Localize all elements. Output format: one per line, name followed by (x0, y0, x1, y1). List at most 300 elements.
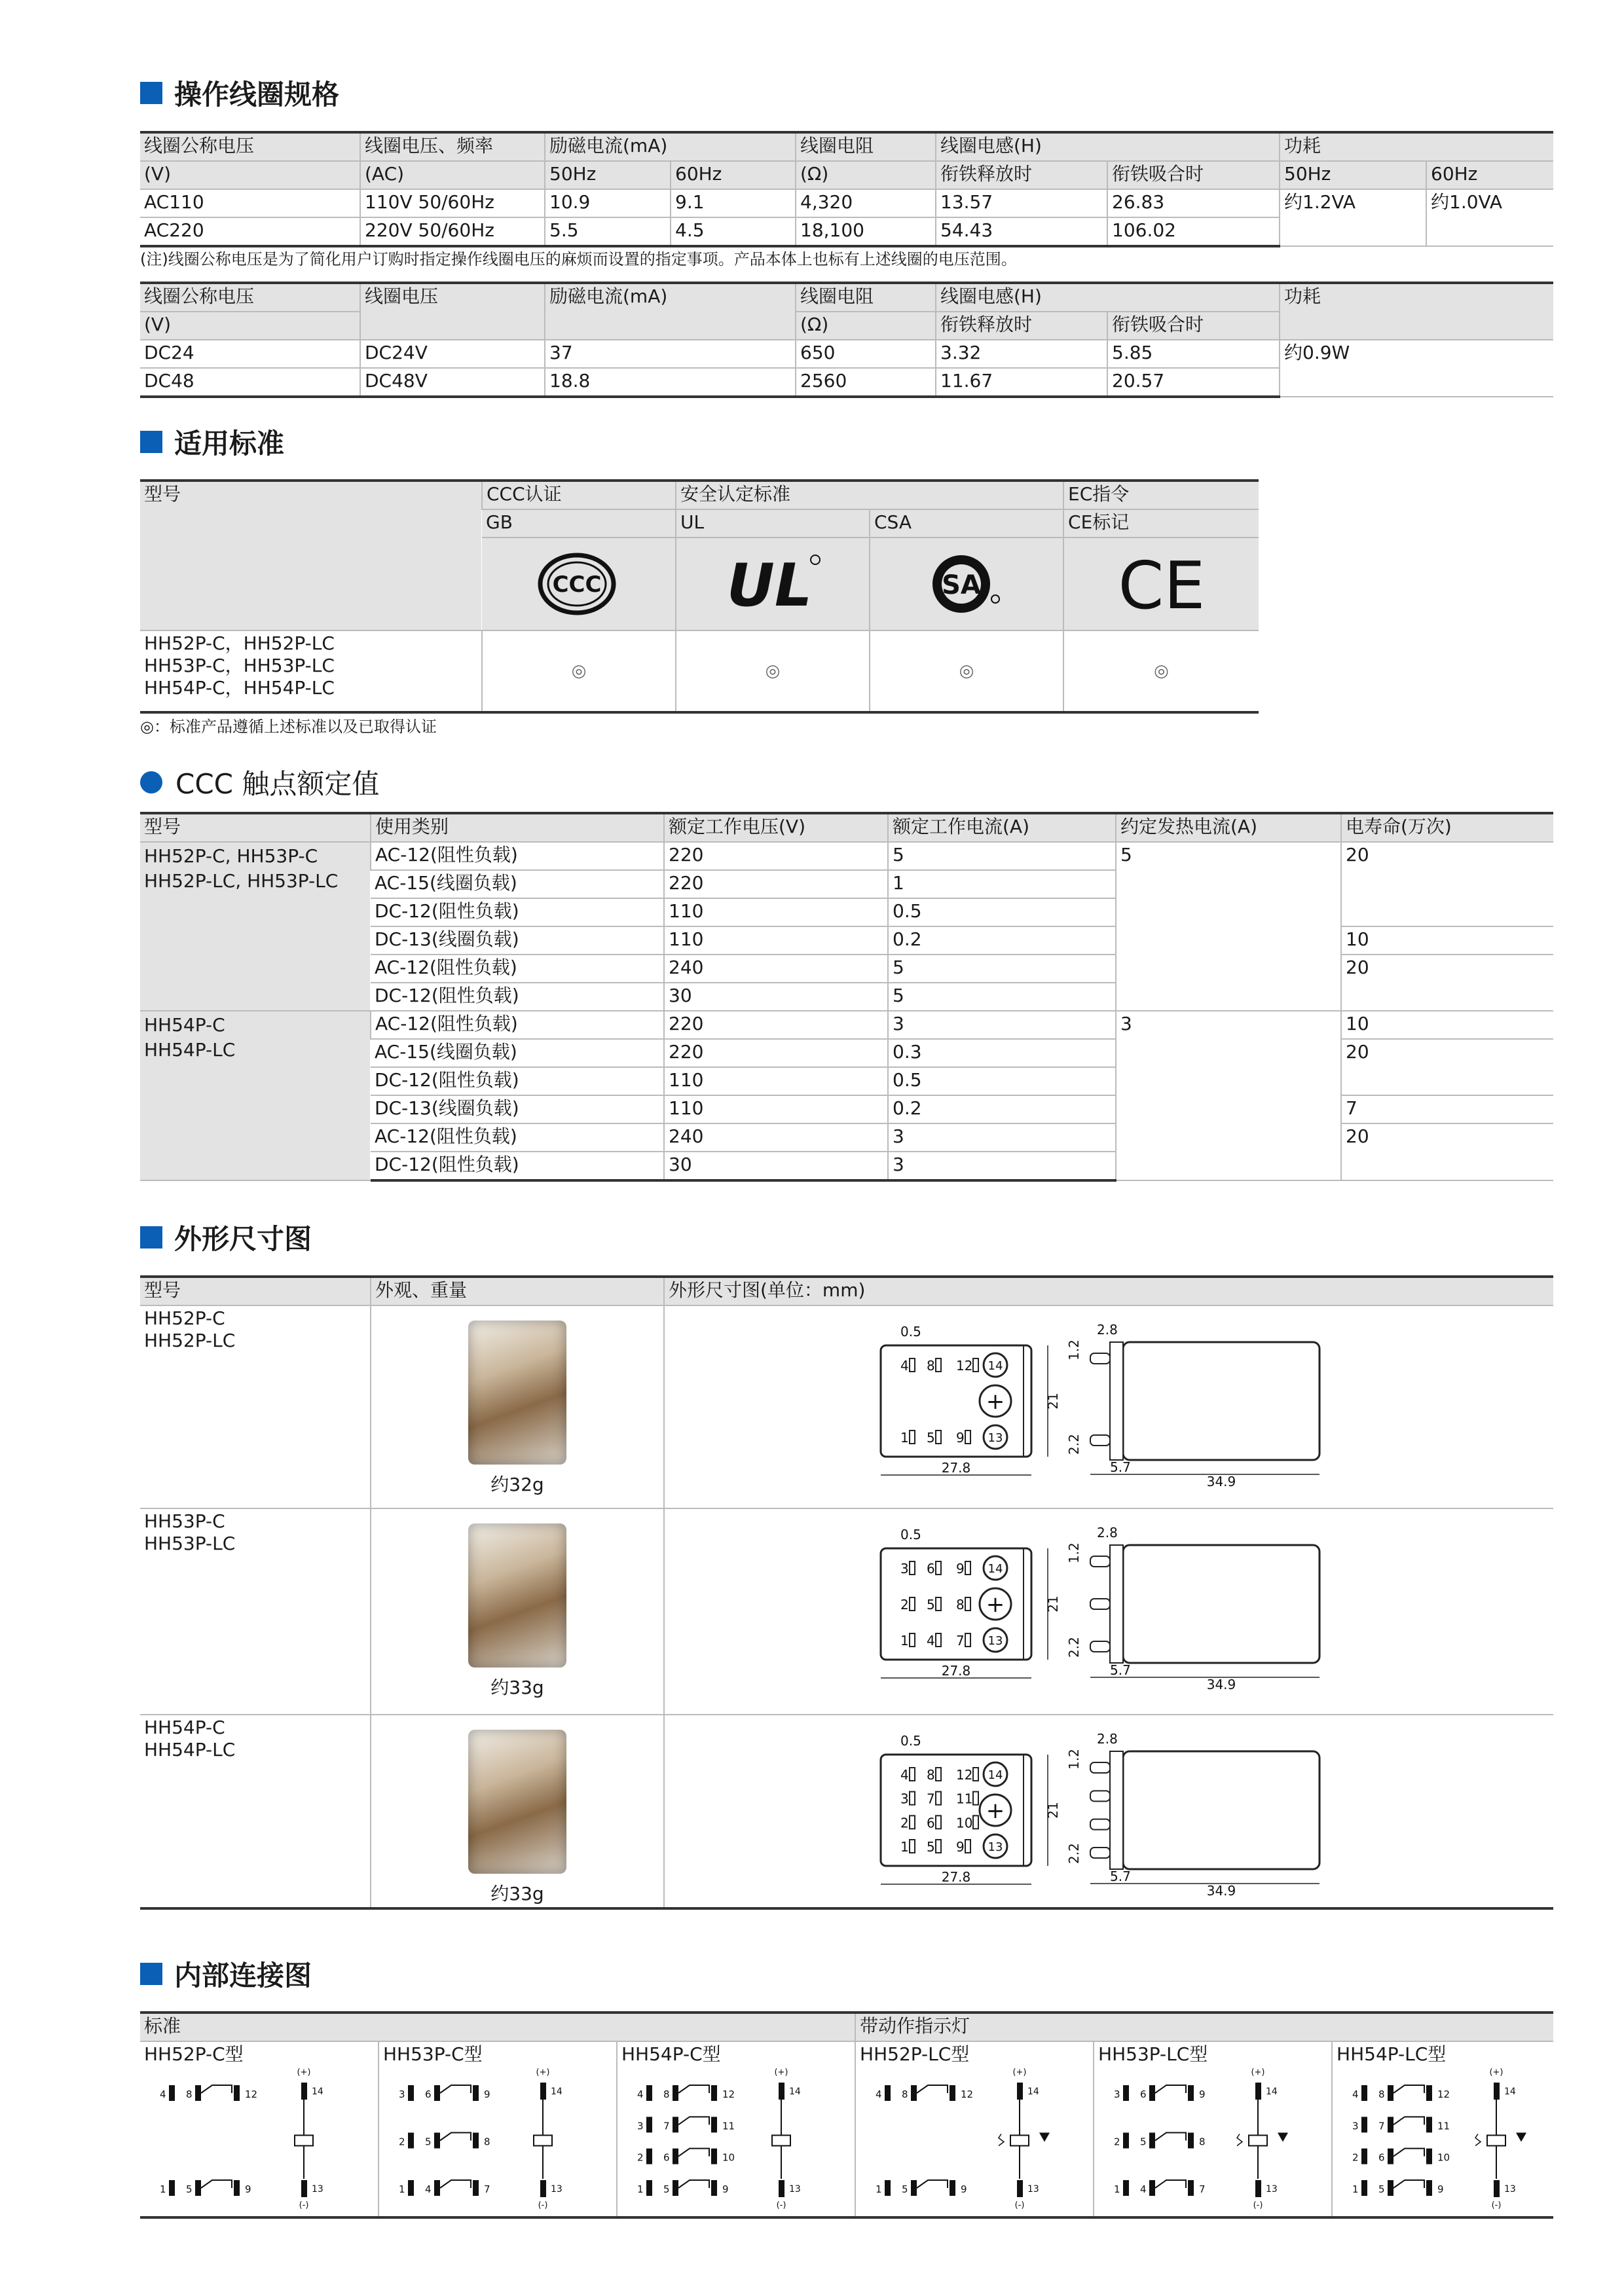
contact-line (1393, 2149, 1424, 2157)
terminal-block (911, 2085, 917, 2101)
dim-width: 27.8 (941, 1869, 971, 1885)
table-row: DC-12(阻性负载) 110 0.5 (140, 1067, 1553, 1095)
terminal-block (646, 2180, 652, 2196)
led-icon (1039, 2133, 1050, 2142)
terminal-block (673, 2149, 678, 2164)
dim-side-a: 2.8 (1097, 1525, 1118, 1540)
screw-cross: + (986, 1798, 1005, 1824)
terminal-label: 13 (1027, 2184, 1039, 2195)
dim-pitch: 0.5 (900, 1324, 921, 1339)
pin-label: 3 (900, 1791, 909, 1807)
pin-label: 4 (900, 1767, 909, 1783)
table-row: DC-12(阻性负载) 30 3 (140, 1152, 1553, 1180)
contact-line (1155, 2133, 1186, 2141)
terminal-label: 8 (1378, 2088, 1385, 2100)
pin-label: 6 (927, 1561, 935, 1576)
terminal-block (1123, 2133, 1129, 2149)
pin-label: 12 (956, 1358, 973, 1374)
terminal-label: 9 (245, 2183, 251, 2195)
plus-label: (+) (1012, 2068, 1027, 2077)
terminal-block (711, 2085, 717, 2101)
screw-cross: + (986, 1592, 1005, 1618)
terminal-block (1123, 2085, 1129, 2101)
terminal-block (408, 2085, 414, 2101)
terminal-label: 12 (245, 2088, 258, 2100)
table-row: HH52P-C, HH53P-C HH52P-LC, HH53P-LC AC-12(阻性负载) 220 5 5 20 (140, 842, 1553, 870)
coil-terminal-label: 14 (987, 1768, 1003, 1782)
cert-mark: ◎ (959, 661, 974, 681)
side-pin (1090, 1556, 1110, 1567)
table-row: HH52P-C，HH52P-LC HH53P-C，HH53P-LC HH54P-C，HH54P-LC ◎ ◎ ◎ ◎ (140, 630, 1259, 712)
pin-label: 10 (956, 1815, 973, 1831)
dim-depth-b: 34.9 (1206, 1677, 1236, 1692)
section-marker-icon (140, 431, 162, 453)
contact-line (917, 2085, 948, 2093)
terminal-block (434, 2085, 440, 2101)
terminal-label: 13 (312, 2184, 323, 2195)
coil-terminal-label: 13 (987, 1840, 1003, 1854)
terminal-block (1388, 2085, 1393, 2101)
terminal-label: 9 (1199, 2088, 1206, 2100)
table-row: AC-12(阻性负载) 240 5 20 (140, 955, 1553, 983)
pin-label: 6 (927, 1815, 935, 1831)
terminal-label: 3 (1352, 2120, 1359, 2132)
table-row: DC24 DC24V 37 650 3.32 5.85 约0.9W (140, 340, 1553, 368)
ccc-logo (482, 538, 675, 630)
terminal-label: 3 (1114, 2088, 1120, 2100)
terminal-block (1123, 2180, 1129, 2196)
cert-mark: ◎ (1154, 661, 1169, 681)
table-row: DC48 DC48V 18.8 2560 11.67 20.57 (140, 368, 1553, 397)
wiring-table: 标准 带动作指示灯 HH52P-C型 4 8 12 1 5 9 (+) 14 13 (-) HH53P-C型 3 6 9 2 5 8 1 4 7 (+) 14 13 (-) HH54P-C型 4 8 12 3 7 11 2 6 10 1 5 9 (+) 14 13 (-) HH52P-LC型 4 8 12 1 5 9 (+) 14 13 (-) HH53P-LC型 3 6 9 2 5 8 1 4 7 (+) 14 13 (-) HH54P-LC型 4 8 12 3 7 11 2 6 10 1 5 9 (+) 14 13 (-) (140, 2011, 1553, 2219)
terminal-block (1426, 2180, 1432, 2196)
terminal-block (169, 2085, 175, 2101)
coil-icon (772, 2136, 790, 2146)
resistor-icon (999, 2134, 1004, 2146)
table-row: HH53P-C HH53P-LC 约33g 3 6 9 14 2 5 8 1 4 7 13 + 0.5 27.8 21 2.8 1.2 2.2 5.7 34.9 (140, 1508, 1553, 1715)
dim-height: 21 (1045, 1595, 1061, 1613)
relay-side-outline (1123, 1751, 1320, 1869)
coil-terminal-label: 13 (987, 1431, 1003, 1445)
pin-label: 7 (927, 1791, 935, 1807)
minus-label: (-) (1491, 2200, 1502, 2210)
pin-label: 3 (900, 1561, 909, 1576)
side-pin (1090, 1848, 1110, 1858)
terminal-block (234, 2085, 240, 2101)
terminal-block (885, 2180, 891, 2196)
relay-photo (468, 1730, 566, 1874)
dim-depth-b: 34.9 (1206, 1474, 1236, 1489)
contact-line (201, 2180, 232, 2188)
pin-label: 5 (927, 1597, 935, 1613)
terminal-label: 9 (722, 2183, 729, 2195)
table-row: HH54P-C HH54P-LC 约33g 4 8 12 14 3 7 11 2 6 10 1 5 9 13 + 0.5 27.8 21 2.8 1.2 2.2 5.7 34.9 (140, 1715, 1553, 1908)
pin-label: 8 (956, 1597, 965, 1613)
terminal-label: 14 (312, 2086, 323, 2097)
terminal-block (711, 2117, 717, 2132)
table-row: HH54P-C HH54P-LC AC-12(阻性负载) 220 3 3 10 (140, 1011, 1553, 1039)
terminal-block (434, 2133, 440, 2149)
plus-label: (+) (536, 2068, 550, 2077)
terminal-label: 5 (663, 2183, 670, 2195)
coil-terminal-block (1255, 2083, 1261, 2100)
terminal-label: 5 (425, 2136, 432, 2148)
contact-line (678, 2117, 709, 2124)
pin-label: 1 (900, 1633, 909, 1649)
wiring-diagram (618, 2067, 853, 2211)
terminal-label: 3 (637, 2120, 644, 2132)
terminal-label: 3 (399, 2088, 405, 2100)
coil-terminal-block (1494, 2083, 1500, 2100)
section-title-standards: 适用标准 (140, 422, 284, 462)
dim-width: 27.8 (941, 1663, 971, 1679)
terminal-label: 9 (961, 2183, 967, 2195)
coil-icon (1010, 2136, 1029, 2146)
dim-pitch: 0.5 (900, 1527, 921, 1542)
terminal-block (1361, 2180, 1367, 2196)
dimension-drawing (665, 1509, 1553, 1709)
section-marker-icon (140, 1226, 162, 1248)
section-title-coil-spec: 操作线圈规格 (140, 73, 339, 113)
coil-terminal-block (540, 2180, 546, 2197)
relay-photo (468, 1523, 566, 1667)
terminal-label: 6 (1140, 2088, 1147, 2100)
svg-text:CE: CE (1118, 548, 1206, 620)
dim-side-a: 2.8 (1097, 1731, 1118, 1747)
coil-note: (注)线圈公称电压是为了简化用户订购时指定操作线圈电压的麻烦而设置的指定事项。产品本体上也标有上述线圈的电压范围。 (140, 250, 1017, 268)
terminal-label: 4 (160, 2088, 166, 2100)
terminal-block (1361, 2149, 1367, 2164)
dim-side-c: 2.2 (1066, 1637, 1082, 1658)
dim-depth-a: 5.7 (1110, 1459, 1131, 1475)
terminal-label: 7 (663, 2120, 670, 2132)
svg-text:UL: UL (726, 551, 813, 620)
coil-icon (534, 2136, 552, 2146)
section-marker-icon (140, 82, 162, 104)
terminal-label: 13 (1266, 2184, 1278, 2195)
dim-height: 21 (1045, 1393, 1061, 1410)
terminal-block (473, 2133, 479, 2149)
terminal-block (885, 2085, 891, 2101)
ccc-ratings-table: 型号 使用类别 额定工作电压(V) 额定工作电流(A) 约定发热电流(A) 电寿命(万次) HH52P-C, HH53P-C HH52P-LC, HH53P-LC AC-12(阻性负载) 220 5 5 20 AC-15(线圈负载) 220 1 DC-12(阻性负载) 110 0.5 DC-13(线圈负载) 110 0.2 10 AC-12(阻性负载) 240 5 20 DC-12(阻性负载) 30 5 HH54P-C HH54P-LC AC-12(阻性负载) 220 3 3 10 AC-15(线圈负载) 220 0.3 20 DC-12(阻性负载) 110 0.5 DC-13(线圈负载) 110 0.2 7 AC-12(阻性负载) 240 3 20 DC-12(阻性负载) 30 3 (140, 812, 1553, 1182)
terminal-label: 11 (722, 2120, 735, 2132)
dim-depth-a: 5.7 (1110, 1868, 1131, 1884)
table-row: HH52P-C型 4 8 12 1 5 9 (+) 14 13 (-) HH53P-C型 3 6 9 2 5 8 1 4 7 (+) 14 13 (-) HH54P-C型 4 8 12 3 7 11 2 6 10 1 5 9 (+) 14 13 (-) HH52P-LC型 4 8 12 1 5 9 (+) 14 13 (-) HH53P-LC型 3 6 9 2 5 8 1 4 7 (+) 14 13 (-) HH54P-LC型 4 8 12 3 7 11 2 6 10 1 5 9 (+) 14 13 (-) (140, 2041, 1553, 2217)
terminal-label: 2 (637, 2151, 644, 2164)
terminal-label: 10 (722, 2151, 735, 2164)
terminal-label: 6 (425, 2088, 432, 2100)
pin-label: 9 (956, 1561, 965, 1576)
terminal-block (234, 2180, 240, 2196)
terminal-block (646, 2149, 652, 2164)
pin-label: 5 (927, 1839, 935, 1855)
terminal-label: 14 (1027, 2086, 1039, 2097)
terminal-block (195, 2085, 201, 2101)
terminal-label: 2 (1352, 2151, 1359, 2164)
terminal-block (950, 2085, 955, 2101)
terminal-label: 2 (399, 2136, 405, 2148)
cert-mark: ◎ (765, 661, 781, 681)
terminal-block (711, 2180, 717, 2196)
contact-line (440, 2180, 471, 2188)
dc-coil-table: 线圈公称电压 线圈电压 励磁电流(mA) 线圈电阻 线圈电感(H) 功耗 (V) (Ω) 衔铁释放时 衔铁吸合时 DC24 DC24V 37 650 3.32 5.85 约0.9W DC48 DC48V 18.8 2560 11.67 20.57 (140, 282, 1553, 398)
terminal-label: 5 (1378, 2183, 1385, 2195)
coil-terminal-block (540, 2083, 546, 2100)
terminal-label: 1 (399, 2183, 405, 2195)
coil-terminal-block (1494, 2180, 1500, 2197)
resistor-icon (1475, 2134, 1481, 2146)
side-pin (1090, 1353, 1110, 1364)
contact-line (1393, 2180, 1424, 2188)
terminal-label: 4 (1140, 2183, 1147, 2195)
terminal-label: 13 (551, 2184, 563, 2195)
contact-line (1155, 2085, 1186, 2093)
pin-label: 1 (900, 1430, 909, 1446)
coil-terminal-block (1017, 2180, 1023, 2197)
coil-terminal-block (1017, 2083, 1023, 2100)
ce-logo (1064, 538, 1259, 630)
pin-label: 4 (900, 1358, 909, 1374)
pin-label: 7 (956, 1633, 965, 1649)
terminal-block (1426, 2117, 1432, 2132)
terminal-block (473, 2085, 479, 2101)
coil-terminal-block (779, 2180, 784, 2197)
dim-width: 27.8 (941, 1460, 971, 1476)
section-title-wiring: 内部连接图 (140, 1954, 312, 1994)
terminal-block (1188, 2085, 1194, 2101)
pin-label: 5 (927, 1430, 935, 1446)
pin-label: 2 (900, 1815, 909, 1831)
minus-label: (-) (299, 2200, 309, 2210)
pin-label: 4 (927, 1633, 935, 1649)
terminal-block (673, 2180, 678, 2196)
terminal-label: 11 (1437, 2120, 1450, 2132)
relay-side-outline (1123, 1342, 1320, 1460)
section-title-ccc-ratings: CCC 触点额定值 (140, 763, 379, 802)
terminal-label: 12 (961, 2088, 974, 2100)
contact-line (1155, 2180, 1186, 2188)
terminal-block (1426, 2149, 1432, 2164)
coil-terminal-block (779, 2083, 784, 2100)
coil-icon (1249, 2136, 1267, 2146)
wiring-diagram (856, 2067, 1092, 2211)
terminal-label: 12 (1437, 2088, 1450, 2100)
terminal-block (1388, 2117, 1393, 2132)
dim-pitch: 0.5 (900, 1733, 921, 1749)
relay-side-outline (1123, 1545, 1320, 1663)
terminal-label: 6 (663, 2151, 670, 2164)
minus-label: (-) (1253, 2200, 1263, 2210)
terminal-label: 2 (1114, 2136, 1120, 2148)
table-row: AC-12(阻性负载) 240 3 20 (140, 1123, 1553, 1152)
terminal-label: 5 (186, 2183, 193, 2195)
svg-text:CCC: CCC (552, 572, 601, 598)
coil-icon (295, 2136, 313, 2146)
dimension-drawing (665, 1715, 1553, 1902)
terminal-label: 8 (484, 2136, 490, 2148)
terminal-block (408, 2133, 414, 2149)
cert-mark: ◎ (571, 661, 587, 681)
terminal-label: 1 (160, 2183, 166, 2195)
terminal-block (673, 2117, 678, 2132)
terminal-block (1188, 2133, 1194, 2149)
contact-line (678, 2180, 709, 2188)
csa-logo (870, 538, 1063, 630)
terminal-label: 5 (1140, 2136, 1147, 2148)
terminal-label: 1 (1114, 2183, 1120, 2195)
dim-side-c: 2.2 (1066, 1843, 1082, 1864)
terminal-block (195, 2180, 201, 2196)
pin-label: 1 (900, 1839, 909, 1855)
terminal-block (673, 2085, 678, 2101)
terminal-block (1149, 2180, 1155, 2196)
plus-label: (+) (1489, 2068, 1504, 2077)
terminal-block (169, 2180, 175, 2196)
dim-side-a: 2.8 (1097, 1322, 1118, 1338)
pin-label: 12 (956, 1767, 973, 1783)
terminal-label: 5 (902, 2183, 908, 2195)
minus-label: (-) (776, 2200, 786, 2210)
coil-terminal-block (1255, 2180, 1261, 2197)
plus-label: (+) (774, 2068, 788, 2077)
terminal-block (1149, 2133, 1155, 2149)
terminal-label: 8 (1199, 2136, 1206, 2148)
table-row: DC-13(线圈负载) 110 0.2 10 (140, 926, 1553, 955)
terminal-label: 8 (663, 2088, 670, 2100)
table-row: AC220 220V 50/60Hz 5.5 4.5 18,100 54.43 106.02 (140, 217, 1553, 246)
terminal-label: 4 (637, 2088, 644, 2100)
socket-base (1110, 1342, 1123, 1460)
terminal-label: 8 (902, 2088, 908, 2100)
section-marker-icon (140, 771, 162, 793)
terminal-block (1388, 2149, 1393, 2164)
wiring-diagram (1333, 2067, 1551, 2211)
terminal-block (1361, 2117, 1367, 2132)
contact-line (201, 2085, 232, 2093)
side-pin (1090, 1599, 1110, 1609)
contact-line (917, 2180, 948, 2188)
terminal-block (1361, 2085, 1367, 2101)
table-row: HH52P-C HH52P-LC 约32g 4 8 12 14 1 5 9 13 + 0.5 27.8 21 2.8 1.2 2.2 5.7 34.9 (140, 1305, 1553, 1508)
terminal-label: 1 (637, 2183, 644, 2195)
side-pin (1090, 1641, 1110, 1652)
wiring-diagram (379, 2067, 615, 2211)
terminal-label: 14 (789, 2086, 801, 2097)
socket-base (1110, 1751, 1123, 1869)
pin-label: 8 (927, 1767, 935, 1783)
terminal-label: 9 (484, 2088, 490, 2100)
terminal-label: 14 (1266, 2086, 1278, 2097)
terminal-label: 4 (876, 2088, 882, 2100)
minus-label: (-) (538, 2200, 548, 2210)
side-pin (1090, 1762, 1110, 1773)
wiring-diagram (1094, 2067, 1330, 2211)
wiring-diagram (140, 2067, 376, 2211)
pin-label: 9 (956, 1430, 965, 1446)
coil-terminal-block (301, 2180, 307, 2197)
terminal-label: 1 (1352, 2183, 1359, 2195)
coil-terminal-label: 14 (987, 1562, 1003, 1576)
side-pin (1090, 1819, 1110, 1830)
table-row: DC-12(阻性负载) 110 0.5 (140, 898, 1553, 926)
terminal-label: 4 (425, 2183, 432, 2195)
terminal-label: 10 (1437, 2151, 1450, 2164)
resistor-icon (1237, 2134, 1242, 2146)
coil-terminal-block (301, 2083, 307, 2100)
contact-line (1393, 2117, 1424, 2124)
contact-line (678, 2085, 709, 2093)
ac-coil-table: 线圈公称电压 线圈电压、频率 励磁电流(mA) 线圈电阻 线圈电感(H) 功耗 (V) (AC) 50Hz 60Hz (Ω) 衔铁释放时 衔铁吸合时 50Hz 60Hz AC110 110V 50/60Hz 10.9 9.1 4,320 13.57 26.83 约1.2VA 约1.0VA AC220 220V 50/60Hz 5.5 4.5 18,100 54.43 106.02 (140, 131, 1553, 247)
terminal-block (711, 2149, 717, 2164)
relay-photo (468, 1321, 566, 1465)
terminal-label: 7 (1378, 2120, 1385, 2132)
terminal-label: 7 (1199, 2183, 1206, 2195)
dim-side-b: 1.2 (1066, 1749, 1082, 1770)
table-row: DC-12(阻性负载) 30 5 (140, 983, 1553, 1011)
standards-table: 型号 CCC认证 安全认定标准 EC指令 GB UL CSA CE标记 CCC UL SA CE HH52P-C，HH52P-LC HH53P-C，HH53P-LC HH54P-C，HH54P-LC ◎ ◎ ◎ ◎ (140, 479, 1259, 714)
terminal-label: 13 (1504, 2184, 1516, 2195)
dim-side-b: 1.2 (1066, 1339, 1082, 1360)
terminal-label: 4 (1352, 2088, 1359, 2100)
terminal-label: 7 (484, 2183, 490, 2195)
led-icon (1278, 2133, 1288, 2142)
terminal-block (1149, 2085, 1155, 2101)
terminal-block (1426, 2085, 1432, 2101)
terminal-label: 14 (1504, 2086, 1516, 2097)
screw-cross: + (986, 1389, 1005, 1415)
side-pin (1090, 1791, 1110, 1801)
pin-label: 2 (900, 1597, 909, 1613)
terminal-block (408, 2180, 414, 2196)
dimensions-table: 型号 外观、重量 外形尺寸图(单位：mm) HH52P-C HH52P-LC 约32g 4 8 12 14 1 5 9 13 + 0.5 27.8 21 2.8 1.2 2.2 5.7 34.9 HH53P-C HH53P-LC 约33g 3 6 9 14 2 5 8 1 4 7 13 + 0.5 27.8 21 2.8 1.2 2.2 5.7 34.9 HH54P-C HH54P-LC 约33g 4 8 12 14 3 7 11 2 6 10 1 5 9 13 + 0.5 27.8 21 2.8 1.2 2.2 5.7 34.9 (140, 1275, 1553, 1910)
terminal-block (473, 2180, 479, 2196)
contact-line (440, 2085, 471, 2093)
plus-label: (+) (297, 2068, 311, 2077)
pin-label: 11 (956, 1791, 973, 1807)
terminal-label: 14 (551, 2086, 563, 2097)
standards-note: ◎：标准产品遵循上述标准以及已取得认证 (140, 718, 437, 736)
table-row: AC-15(线圈负载) 220 1 (140, 870, 1553, 898)
coil-terminal-label: 13 (987, 1634, 1003, 1648)
terminal-label: 6 (1378, 2151, 1385, 2164)
led-icon (1516, 2133, 1526, 2142)
coil-terminal-label: 14 (987, 1359, 1003, 1373)
dimension-drawing (665, 1306, 1553, 1503)
dim-side-c: 2.2 (1066, 1434, 1082, 1455)
terminal-block (646, 2085, 652, 2101)
terminal-label: 9 (1437, 2183, 1444, 2195)
section-title-dimensions: 外形尺寸图 (140, 1218, 312, 1257)
section-marker-icon (140, 1963, 162, 1985)
terminal-block (911, 2180, 917, 2196)
table-row: DC-13(线圈负载) 110 0.2 7 (140, 1095, 1553, 1123)
dim-side-b: 1.2 (1066, 1542, 1082, 1563)
terminal-block (950, 2180, 955, 2196)
side-pin (1090, 1435, 1110, 1446)
terminal-label: 13 (789, 2184, 801, 2195)
dim-depth-a: 5.7 (1110, 1662, 1131, 1678)
coil-icon (1487, 2136, 1505, 2146)
terminal-block (1188, 2180, 1194, 2196)
table-row: AC-15(线圈负载) 220 0.3 20 (140, 1039, 1553, 1067)
terminal-label: 12 (722, 2088, 735, 2100)
svg-text:SA: SA (942, 570, 981, 600)
pin-label: 9 (956, 1839, 965, 1855)
terminal-label: 1 (876, 2183, 882, 2195)
table-row: AC110 110V 50/60Hz 10.9 9.1 4,320 13.57 26.83 约1.2VA 约1.0VA (140, 189, 1553, 217)
terminal-block (1388, 2180, 1393, 2196)
terminal-block (646, 2117, 652, 2132)
